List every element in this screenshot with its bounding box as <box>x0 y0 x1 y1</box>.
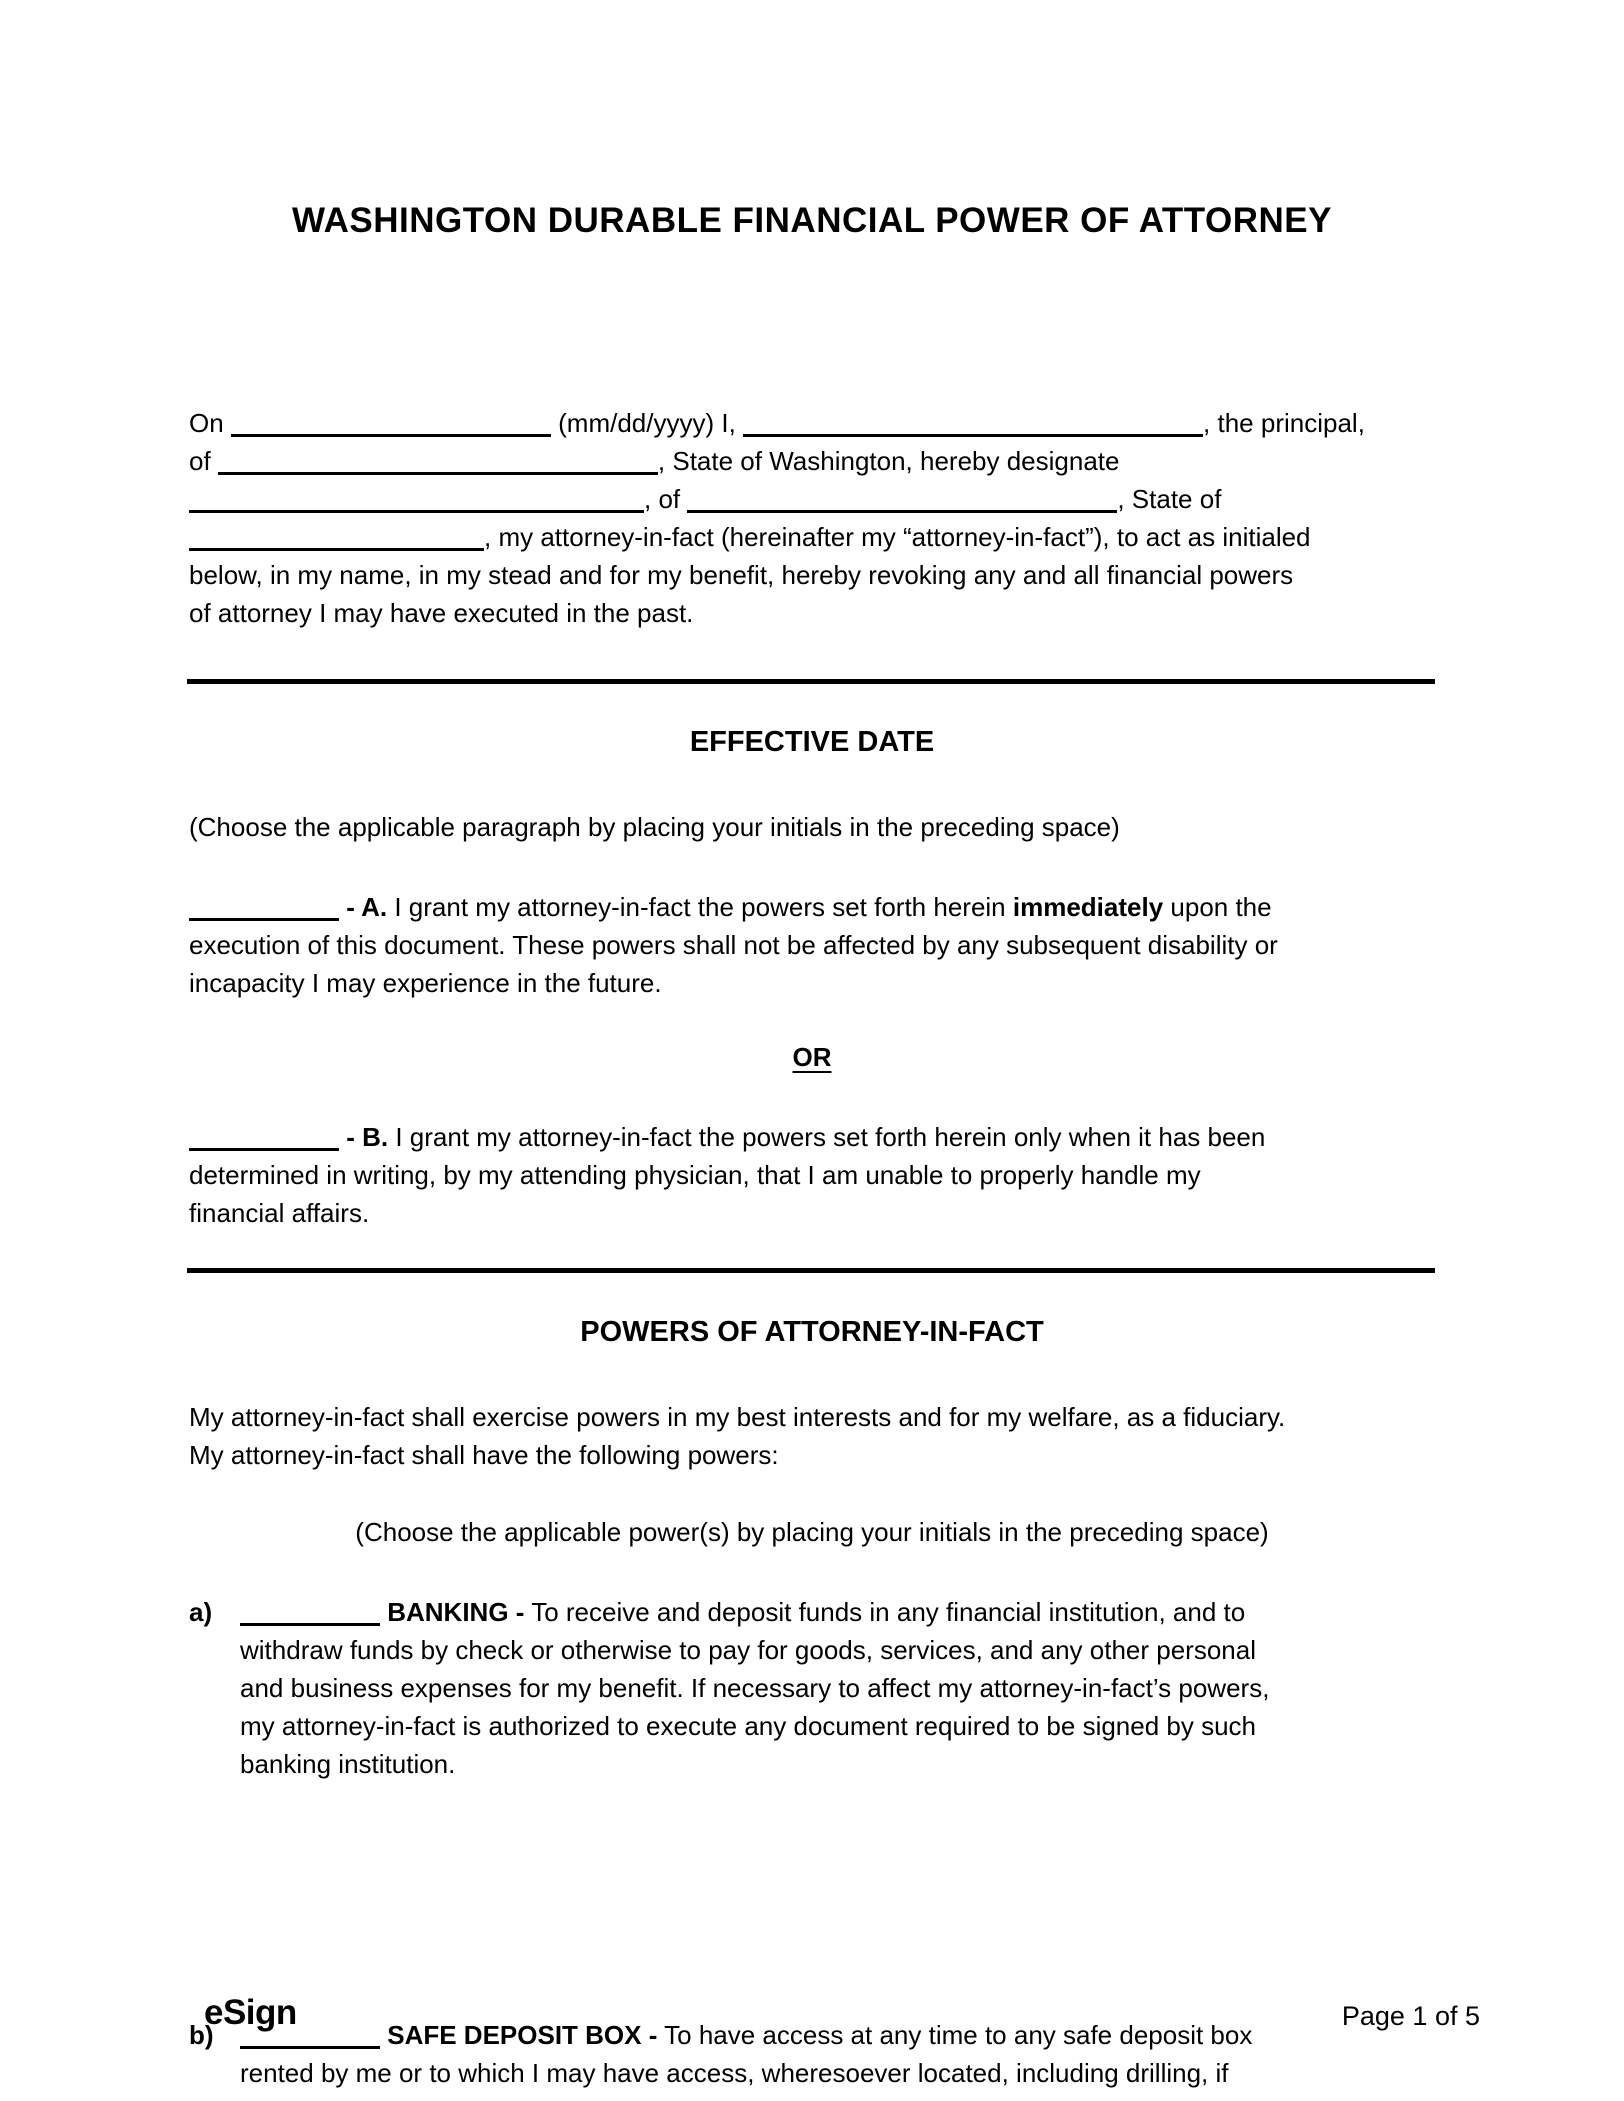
fill-in-blank <box>687 510 1117 513</box>
fiduciary-paragraph <box>189 1398 1439 1474</box>
power-item-banking-text <box>240 1593 1439 1783</box>
fill-in-blank <box>743 434 1203 437</box>
power-item-banking-text-line <box>240 1669 1439 1707</box>
text-segment: SAFE DEPOSIT BOX - <box>380 2020 658 2050</box>
text-segment: , State of <box>1117 484 1222 514</box>
effective-date-heading: EFFECTIVE DATE <box>689 726 935 758</box>
text-segment: To receive and deposit funds in any financial institution, and to <box>524 1597 1246 1627</box>
text-segment: financial affairs. <box>189 1198 370 1228</box>
text-segment: My attorney-in-fact shall have the following powers: <box>189 1440 779 1470</box>
fill-in-blank <box>240 1623 380 1626</box>
text-segment: - B. <box>339 1122 389 1152</box>
text-segment: , the principal, <box>1203 408 1365 438</box>
fiduciary-paragraph-line <box>189 1436 1439 1474</box>
item-marker: a) <box>189 1597 213 1627</box>
power-item-safe-deposit-box-text-line <box>240 2016 1439 2054</box>
text-segment: of <box>189 446 218 476</box>
intro-paragraph-line <box>189 556 1439 594</box>
power-item-banking-text-line <box>240 1631 1439 1669</box>
section-divider <box>187 1268 1435 1273</box>
power-item-safe-deposit-box-text <box>240 2016 1439 2092</box>
text-segment: On <box>189 408 231 438</box>
power-item-safe-deposit-box-text-line <box>240 2054 1439 2092</box>
fill-in-blank <box>189 1148 339 1151</box>
fill-in-blank <box>218 472 658 475</box>
text-segment: I grant my attorney-in-fact the powers set forth herein <box>387 892 1013 922</box>
text-segment: BANKING - <box>380 1597 525 1627</box>
fill-in-blank <box>240 2046 380 2049</box>
intro-paragraph-line <box>189 518 1439 556</box>
power-item-banking-text-line <box>240 1745 1439 1783</box>
fiduciary-paragraph-line <box>189 1398 1439 1436</box>
text-segment: rented by me or to which I may have access, wheresoever located, including drilling, if <box>240 2058 1229 2088</box>
power-item-safe-deposit-box <box>189 2016 1439 2092</box>
fill-in-blank <box>231 434 551 437</box>
text-segment: My attorney-in-fact shall exercise powers in my best interests and for my welfare, as a fiduciary. <box>189 1402 1286 1432</box>
text-segment: , State of Washington, hereby designate <box>657 446 1120 476</box>
power-item-banking <box>189 1593 1439 1783</box>
paragraph-b <box>189 1118 1439 1232</box>
text-segment: - A. <box>339 892 388 922</box>
text-segment: I grant my attorney-in-fact the powers set forth herein only when it has been <box>388 1122 1266 1152</box>
text-segment: and business expenses for my benefit. If necessary to affect my attorney-in-fact’s powers, <box>240 1673 1270 1703</box>
page-number: Page 1 of 5 <box>1341 2001 1480 2031</box>
text-segment: To have access at any time to any safe deposit box <box>657 2020 1253 2050</box>
text-segment: execution of this document. These powers shall not be affected by any subsequent disability or <box>189 930 1278 960</box>
fill-in-blank <box>189 918 339 921</box>
power-item-banking-text-line <box>240 1707 1439 1745</box>
paragraph-a <box>189 888 1439 1002</box>
intro-paragraph <box>189 404 1439 632</box>
powers-heading: POWERS OF ATTORNEY-IN-FACT <box>580 1316 1044 1348</box>
fill-in-blank <box>189 510 644 513</box>
text-segment: of attorney I may have executed in the past. <box>189 598 694 628</box>
intro-paragraph-line <box>189 594 1439 632</box>
document-title: WASHINGTON DURABLE FINANCIAL POWER OF ATTORNEY <box>292 201 1332 240</box>
or-separator <box>0 1038 1624 1076</box>
paragraph-b-line <box>189 1156 1439 1194</box>
text-segment: determined in writing, by my attending physician, that I am unable to properly handle my <box>189 1160 1201 1190</box>
paragraph-a-line <box>189 888 1439 926</box>
esign-logo: eSign <box>204 1993 297 2032</box>
intro-paragraph-line <box>189 404 1439 442</box>
paragraph-b-line <box>189 1118 1439 1156</box>
intro-paragraph-line <box>189 442 1439 480</box>
text-segment: banking institution. <box>240 1749 456 1779</box>
paragraph-a-line <box>189 964 1439 1002</box>
effective-date-instruction: (Choose the applicable paragraph by placing your initials in the preceding space) <box>189 812 1120 842</box>
paragraph-b-line <box>189 1194 1439 1232</box>
fill-in-blank <box>189 548 484 551</box>
text-segment: , of <box>644 484 688 514</box>
item-marker: b) <box>189 2020 214 2050</box>
text-segment: (mm/dd/yyyy) I, <box>550 408 744 438</box>
text-segment: withdraw funds by check or otherwise to pay for goods, services, and any other personal <box>240 1635 1256 1665</box>
paragraph-a-line <box>189 926 1439 964</box>
text-segment: incapacity I may experience in the future. <box>189 968 662 998</box>
text-segment: , my attorney-in-fact (hereinafter my “attorney-in-fact”), to act as initialed <box>484 522 1311 552</box>
section-divider <box>187 679 1435 684</box>
powers-instruction: (Choose the applicable power(s) by placing your initials in the preceding space) <box>355 1517 1269 1547</box>
intro-paragraph-line <box>189 480 1439 518</box>
power-item-banking-text-line <box>240 1593 1439 1631</box>
text-segment: below, in my name, in my stead and for my benefit, hereby revoking any and all financial powers <box>189 560 1294 590</box>
text-segment: immediately <box>1012 892 1164 922</box>
text-segment: upon the <box>1163 892 1272 922</box>
or-label: OR <box>792 1042 832 1072</box>
text-segment: my attorney-in-fact is authorized to execute any document required to be signed by such <box>240 1711 1257 1741</box>
